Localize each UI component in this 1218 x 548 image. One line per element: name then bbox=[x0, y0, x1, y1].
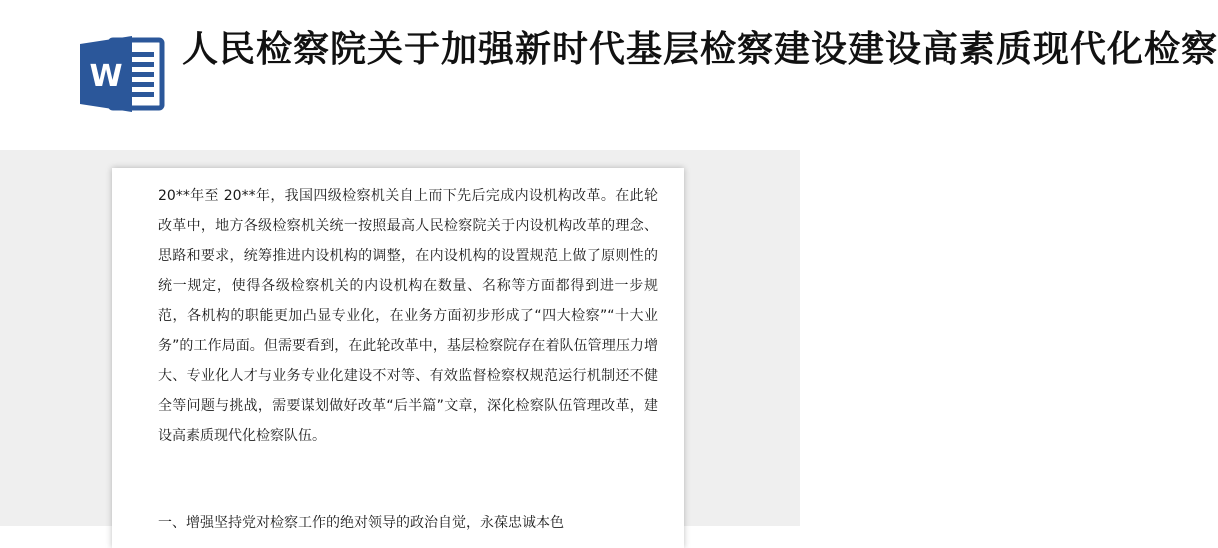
section-heading: 一、增强坚持党对检察工作的绝对领导的政治自觉，永葆忠诚本色 bbox=[158, 515, 564, 531]
document-page bbox=[112, 168, 684, 548]
word-icon-letter: W bbox=[89, 59, 123, 94]
body-paragraph: 20**年至 20**年，我国四级检察机关自上而下先后完成内设机构改革。在此轮改革中，地方各级检察机关统一按照最高人民检察院关于内设机构改革的理念、思路和要求，统筹推进内设机构的调整，在内设机构的设置规范上做了原则性的统一规定，使得各级检察机关的内设机构在数量、名称等方面都得到进一步规范，各机构的职能更加凸显专业化，在业务方面初步形成了“四大检察”“十大业务”的工作局面。但需要看到，在此轮改革中，基层检察院存在着队伍管理压力增大、专业化人才与业务专业化建设不对等、有效监督检察权规范运行机制还不健全等问题与挑战，需要谋划做好改革“后半篇”文章，深化检察队伍管理改革，建设高素质现代化检察队伍。 bbox=[158, 188, 658, 444]
word-document-icon bbox=[76, 34, 168, 114]
header bbox=[0, 0, 1218, 150]
document-title: 人民检察院关于加强新时代基层检察建设建设高素质现代化检察 bbox=[182, 29, 1218, 70]
